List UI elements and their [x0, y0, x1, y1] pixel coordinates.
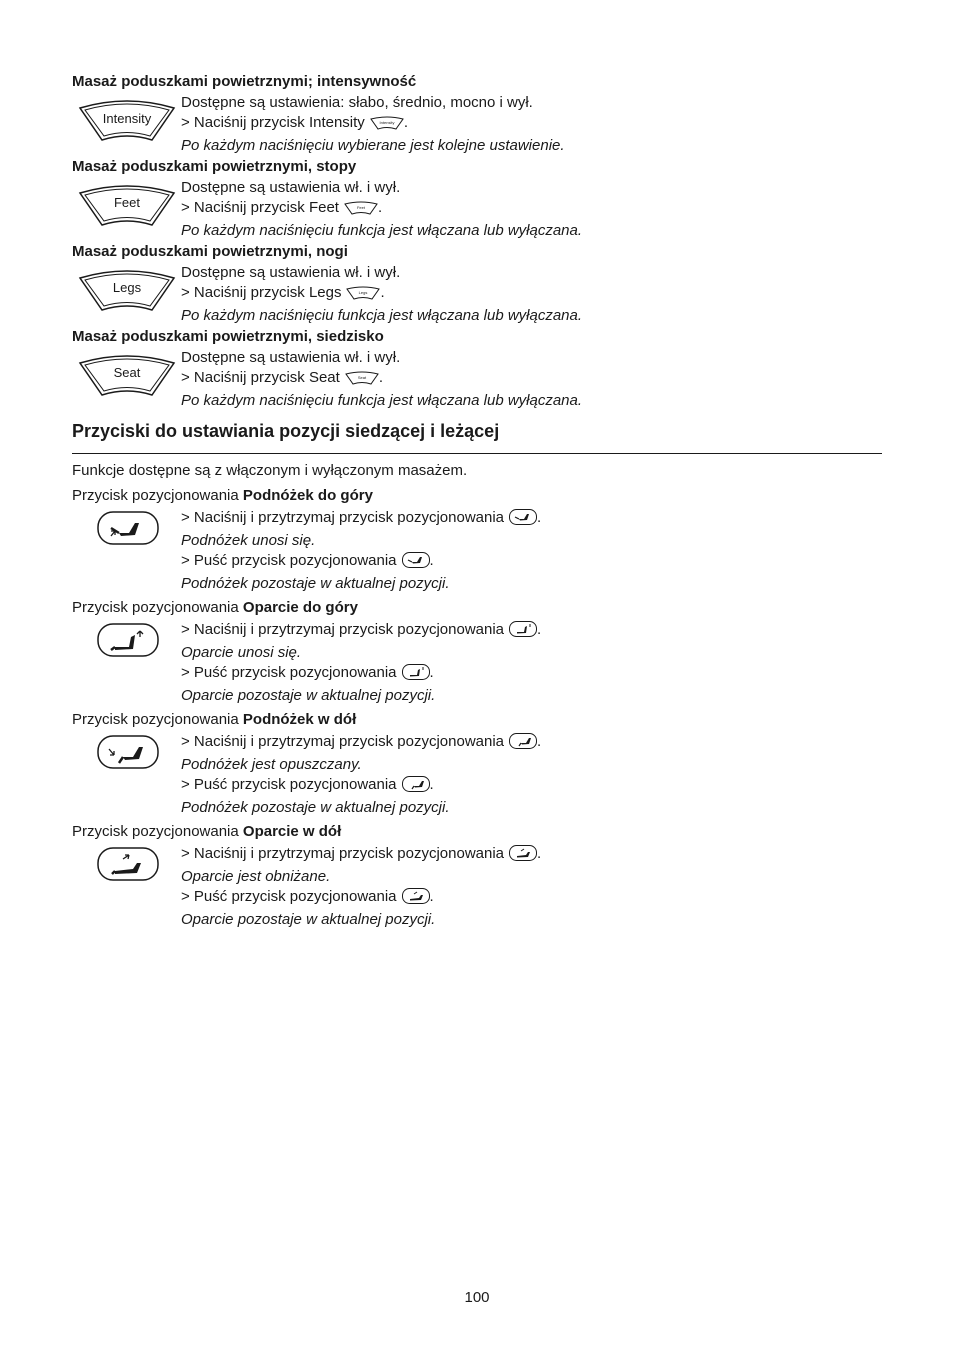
button-title: Przycisk pozycjonowania Oparcie w dół — [72, 823, 342, 840]
backrest-down-small-icon — [509, 845, 537, 867]
footrest-down-small-icon — [509, 733, 537, 755]
settings-text: Dostępne są ustawienia: słabo, średnio, mocno i wył. — [181, 94, 533, 111]
svg-text:Seat: Seat — [357, 375, 366, 380]
press-instruction: > Naciśnij i przytrzymaj przycisk pozycjonowania . — [181, 732, 541, 755]
intro-text: Funkcje dostępne są z włączonym i wyłączonym masażem. — [72, 462, 468, 479]
result-text: Po każdym naciśnięciu funkcja jest włączana lub wyłączana. — [181, 307, 583, 324]
svg-text:Legs: Legs — [359, 290, 368, 295]
footrest-up-icon — [97, 511, 159, 550]
section-heading: Masaż poduszkami powietrznymi, siedzisko — [72, 328, 384, 345]
backrest-down-icon — [97, 847, 159, 886]
release-instruction: > Puść przycisk pozycjonowania . — [181, 887, 541, 910]
button-title: Przycisk pozycjonowania Oparcie do góry — [72, 599, 358, 616]
footrest-up-small-icon — [509, 509, 537, 531]
instruction-line: > Naciśnij przycisk Legs Legs . — [181, 283, 582, 306]
press-instruction: > Naciśnij i przytrzymaj przycisk pozycjonowania . — [181, 508, 541, 531]
release-result: Podnóżek pozostaje w aktualnej pozycji. — [181, 799, 450, 816]
settings-text: Dostępne są ustawienia wł. i wył. — [181, 179, 401, 196]
svg-text:Intensity: Intensity — [102, 111, 152, 126]
feet-small-icon — [344, 201, 378, 221]
release-instruction: > Puść przycisk pozycjonowania . — [181, 775, 541, 798]
release-result: Oparcie pozostaje w aktualnej pozycji. — [181, 687, 436, 704]
seat-small-icon — [345, 371, 379, 391]
result-text: Po każdym naciśnięciu funkcja jest włączana lub wyłączana. — [181, 222, 583, 239]
press-instruction: > Naciśnij i przytrzymaj przycisk pozycjonowania . — [181, 844, 541, 867]
intensity-button-icon — [78, 98, 176, 147]
backrest-up-icon — [97, 623, 159, 662]
press-instruction: > Naciśnij i przytrzymaj przycisk pozycjonowania . — [181, 620, 541, 643]
feet-button-icon — [78, 183, 176, 232]
svg-text:Legs: Legs — [112, 280, 142, 295]
divider — [72, 453, 882, 454]
svg-text:Feet: Feet — [356, 205, 365, 210]
seat-button-icon — [78, 353, 176, 402]
settings-text: Dostępne są ustawienia wł. i wył. — [181, 349, 401, 366]
backrest-down-small-icon — [402, 888, 430, 910]
svg-text:Seat: Seat — [113, 365, 141, 380]
result-text: Po każdym naciśnięciu funkcja jest włączana lub wyłączana. — [181, 392, 583, 409]
button-title: Przycisk pozycjonowania Podnóżek do góry — [72, 487, 373, 504]
release-result: Oparcie pozostaje w aktualnej pozycji. — [181, 911, 436, 928]
footrest-down-small-icon — [402, 776, 430, 798]
legs-small-icon — [346, 286, 380, 306]
svg-text:Intensity: Intensity — [379, 120, 395, 125]
section-title: Przyciski do ustawiania pozycji siedzącej i leżącej — [72, 421, 500, 441]
instruction-line: > Naciśnij przycisk Intensity Intensity . — [181, 113, 565, 136]
footrest-up-small-icon — [402, 552, 430, 574]
press-result: Podnóżek unosi się. — [181, 532, 316, 549]
section-heading: Masaż poduszkami powietrznymi, stopy — [72, 158, 357, 175]
footrest-down-icon — [97, 735, 159, 774]
press-result: Oparcie jest obniżane. — [181, 868, 331, 885]
intensity-small-icon — [370, 116, 404, 136]
press-result: Oparcie unosi się. — [181, 644, 302, 661]
press-result: Podnóżek jest opuszczany. — [181, 756, 362, 773]
instruction-line: > Naciśnij przycisk Feet Feet . — [181, 198, 582, 221]
result-text: Po każdym naciśnięciu wybierane jest kolejne ustawienie. — [181, 137, 565, 154]
section-heading: Masaż poduszkami powietrznymi, nogi — [72, 243, 348, 260]
backrest-up-small-icon — [402, 664, 430, 686]
section-heading: Masaż poduszkami powietrznymi; intensywność — [72, 73, 417, 90]
page-number: 100 — [464, 1289, 490, 1306]
button-title: Przycisk pozycjonowania Podnóżek w dół — [72, 711, 357, 728]
release-result: Podnóżek pozostaje w aktualnej pozycji. — [181, 575, 450, 592]
svg-text:Feet: Feet — [113, 195, 141, 210]
release-instruction: > Puść przycisk pozycjonowania . — [181, 663, 541, 686]
instruction-line: > Naciśnij przycisk Seat Seat . — [181, 368, 582, 391]
backrest-up-small-icon — [509, 621, 537, 643]
settings-text: Dostępne są ustawienia wł. i wył. — [181, 264, 401, 281]
legs-button-icon — [78, 268, 176, 317]
release-instruction: > Puść przycisk pozycjonowania . — [181, 551, 541, 574]
